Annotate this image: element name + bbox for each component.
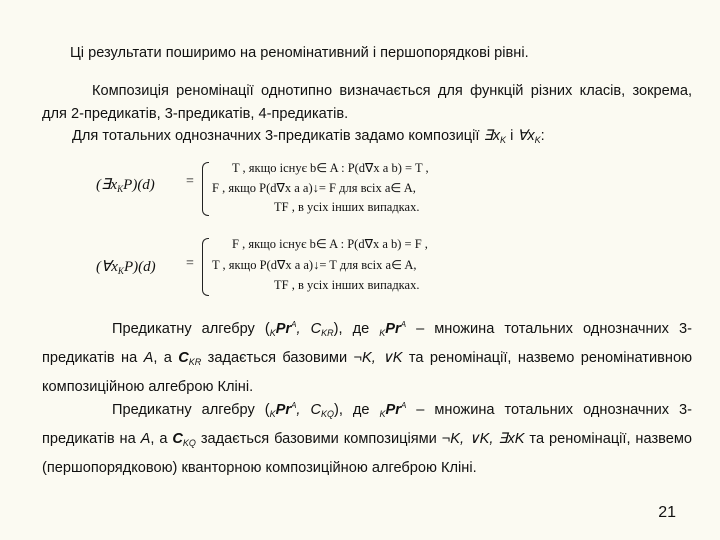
p5-sep: , C [296,402,321,418]
formula2-lhs-sub: K [117,266,124,276]
exists-subscript: K [500,135,507,145]
forall-symbol: ∀x [517,128,535,144]
p4-k: K [269,328,276,338]
page-number: 21 [658,504,676,521]
formula1-case-2: F , якщо P(d∇x a a)↓= F для всіх a∈ A, [212,181,416,195]
p5-text-4: , а [150,431,173,447]
forall-subscript: K [534,135,541,145]
p4-a: A [291,320,297,329]
paragraph-intro [42,42,692,65]
p4-a2: A [400,320,407,329]
formula2-case-1: F , якщо існує b∈ A : P(d∇x a b) = F , [232,237,428,251]
p4-text-5: задається базовими [201,350,354,366]
p4-c-sub2: KR [188,357,202,367]
formula2-case-2: T , якщо P(d∇x a a)↓= T для всіх a∈ A, [212,258,417,272]
formula2-lhs [96,257,156,276]
p5-c-sub: KQ [321,409,335,419]
p5-k: K [269,409,276,419]
p5-text-2: ), де [334,402,380,418]
formula2-brace [202,238,209,296]
formula2-lhs-head: (∀x [96,259,118,275]
p5-text-5: задається базовими композиціями [195,431,442,447]
p4-sep: , C [296,321,322,337]
formula2-case-3: TF , в усіх інших випадках. [274,278,420,292]
p4-text-4: , а [153,350,179,366]
p4-text-2: ), де [333,321,380,337]
p5-a2: A [400,401,407,410]
p5-k2: K [379,409,386,419]
paragraph-quantifier-algebra [42,393,692,481]
p4-c: C [178,350,189,366]
p4-pr2: Pr [385,321,401,337]
formula1-brace [202,162,209,216]
formula1-lhs-head: (∃x [96,177,118,193]
formula1-case-1: T , якщо існує b∈ A : P(d∇x a b) = T , [232,161,429,175]
p4-ops: ¬K, ∨K [353,350,403,366]
p5-text-1: Предикатну алгебру ( [112,402,270,418]
p4-text-6: та реномінації, назвемо реномінативною композиційною алгеброю Кліні. [42,350,693,395]
p5-pr: Pr [275,402,292,418]
p5-text-3: – множина тотальних однозначних 3-предикатів на [42,402,693,447]
formula1-lhs-tail: P)(d) [123,177,155,193]
colon: : [540,128,545,144]
p4-text-3: – множина тотальних однозначних 3-предикатів на [42,321,692,366]
p4-set-a: A [143,350,154,366]
p5-text-6: та реномінації, назвемо (першопорядковою) кванторною композиційною алгеброю Кліні. [42,431,692,476]
p4-c-sub: KR [321,328,334,338]
formula1-lhs [96,175,155,194]
paragraph-renomination-text: Композиція реномінації однотипно визначається для функцій різних класів, зокрема, для 2-предикатів, 3-предикатів, 4-предикатів. [42,83,692,122]
compositions-prefix: Для тотальних однозначних 3-предикатів задамо композиції [72,128,484,144]
p4-k2: K [379,328,386,338]
p5-ops: ¬K, ∨K, ∃xK [441,431,525,447]
p5-c-sub2: KQ [182,438,196,448]
formula1-equals: = [186,174,194,189]
p5-c: C [172,431,183,447]
p5-pr2: Pr [385,402,401,418]
p4-pr: Pr [275,321,292,337]
formula2-equals: = [186,256,194,271]
p4-text-1: Предикатну алгебру ( [112,321,270,337]
exists-symbol: ∃x [483,128,500,144]
p5-a: A [291,401,297,410]
paragraph-intro-text: Ці результати поширимо на реномінативний і першопорядкові рівні. [70,45,529,61]
paragraph-compositions [42,125,692,152]
formula2-lhs-tail: P)(d) [123,259,156,275]
paragraph-renomination [42,80,692,125]
and-word: і [506,128,518,144]
formula1-case-3: TF , в усіх інших випадках. [274,200,420,214]
p5-set-a: A [140,431,151,447]
formula1-lhs-sub: K [117,184,124,194]
paragraph-renominative-algebra [42,312,692,400]
